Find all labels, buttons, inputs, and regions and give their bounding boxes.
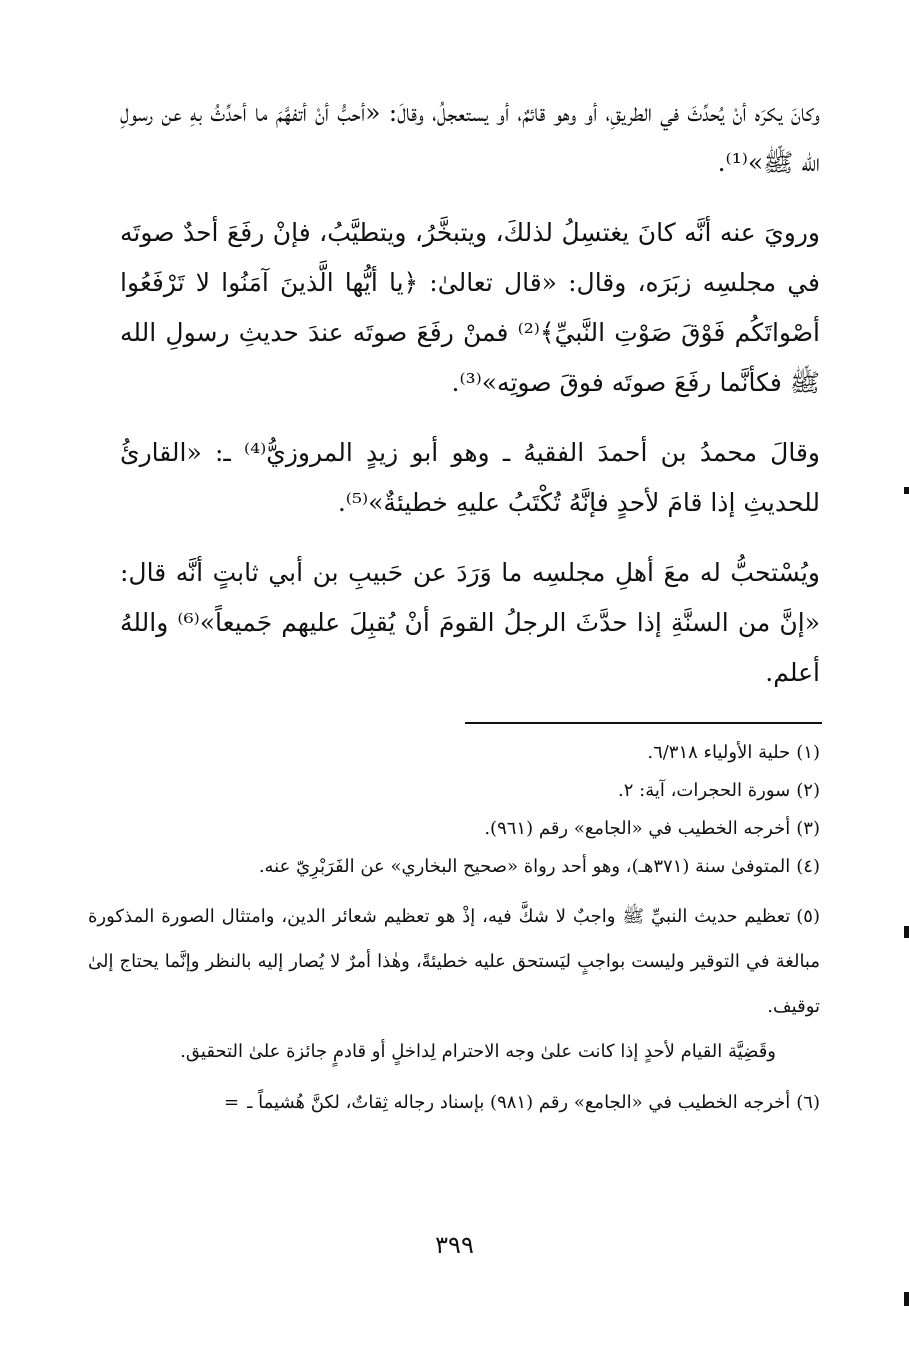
footnote-text-continued: وقَضِيَّة القيام لأحدٍ إذا كانت علىٰ وجه الاحترام لِداخلٍ أو قادمٍ جائزة علىٰ التحقيق. [180, 1041, 776, 1062]
footnotes-section [88, 734, 820, 1122]
footnote-number: (٤) [796, 856, 820, 877]
body-paragraph-1: وكانَ يكرَه أنْ يُحدِّثَ في الطريقِ، أو وهو قائمٌ، أو يستعجلُ، وقالَ: «أحبُّ أنْ أتفهَّمَ ما أحدِّثُ بهِ عن رسولِ الله ﷺ»⁽¹⁾. [120, 98, 820, 177]
footnote-5 [88, 886, 820, 1074]
footnote-text: حلية الأولياء ٦/٣١٨. [647, 742, 791, 763]
footnote-number: (١) [796, 742, 820, 763]
footnote-text: المتوفىٰ سنة (٣٧١هـ)، وهو أحد رواة «صحيح البخاري» عن الفَرَبْرِيّ عنه. [258, 856, 791, 877]
page-number: ٣٩٩ [435, 1231, 474, 1259]
continuation-mark: = [224, 1092, 240, 1113]
footnote-separator [465, 722, 822, 724]
footnote-number: (٣) [796, 818, 820, 839]
body-paragraph-4: ويُسْتحبُّ له معَ أهلِ مجلسِه ما وَرَدَ عن حَبيبِ بن أبي ثابتٍ أنَّه قال: «إنَّ من السنَّةِ إذا حدَّثَ الرجلُ القومَ أنْ يُقبِلَ عليهم جَميعاً»⁽⁶⁾ واللهُ أعلم. [120, 558, 820, 687]
footnote-number: (٥) [796, 906, 820, 927]
footnote-3 [88, 810, 820, 848]
footnote-6 [88, 1074, 820, 1122]
footnote-number: (٢) [796, 780, 820, 801]
footnote-2 [88, 772, 820, 810]
body-paragraph-3: وقالَ محمدُ بن أحمدَ الفقيهُ ـ وهو أبو زيدٍ المروزيُّ⁽⁴⁾ ـ: «القارئُ للحديثِ إذا قامَ لأحدٍ فإنَّهُ تُكْتَبُ عليهِ خطيئةٌ»⁽⁵⁾. [120, 438, 820, 517]
scan-edge-mark [904, 487, 909, 494]
footnote-text: سورة الحجرات، آية: ٢. [618, 780, 791, 801]
footnote-text: تعظيم حديث النبيِّ ﷺ واجبٌ لا شكَّ فيه، إذْ هو تعظيم شعائر الدين، وامتثال الصورة المذكورة مبالغة في التوقير وليست بواجبٍ ليَستحق عليه خطيئةً، وهٰذا أمرٌ لا يُصار إليه بالنظر وإنَّما يحتاج إلىٰ توقيف. [88, 906, 820, 1017]
footnote-text: أخرجه الخطيب في «الجامع» رقم (٩٦١). [484, 818, 791, 839]
scan-edge-mark [904, 1292, 909, 1306]
footnote-4 [88, 848, 820, 886]
body-paragraph-2: ورويَ عنه أنَّه كانَ يغتسِلُ لذلكَ، ويتبخَّرُ، ويتطيَّبُ، فإنْ رفَعَ أحدٌ صوتَه في مجلسِه زبَرَه، وقال: «قال تعالىٰ: ﴿يا أيُّها الَّذينَ آمَنُوا لا تَرْفَعُوا أصْواتَكُم فَوْقَ صَوْتِ النَّبيِّ﴾⁽²⁾ فمنْ رفَعَ صوتَه عندَ حديثِ رسولِ الله ﷺ فكأنَّما رفَعَ صوتَه فوقَ صوتِه»⁽³⁾. [120, 218, 821, 397]
footnote-1 [88, 734, 820, 772]
footnote-number: (٦) [796, 1092, 820, 1113]
footnote-text: أخرجه الخطيب في «الجامع» رقم (٩٨١) بإسناد رجاله ثِقاتٌ، لكنَّ هُشيماً ـ [247, 1092, 791, 1113]
scan-edge-mark [904, 926, 909, 938]
